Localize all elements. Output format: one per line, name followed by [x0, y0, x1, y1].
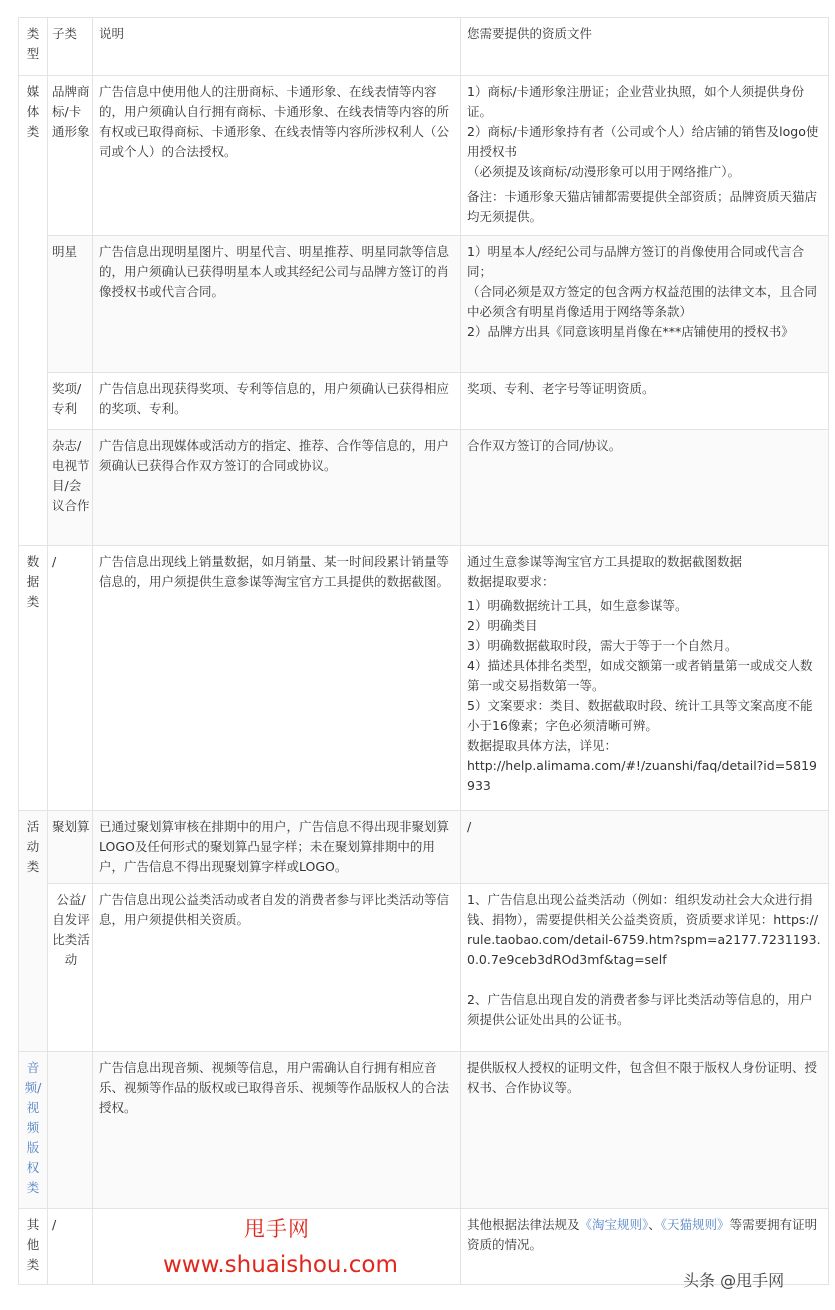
documents-cell [461, 430, 829, 546]
subtype-cell [48, 1052, 93, 1209]
documents-cell [461, 546, 829, 811]
table-row [19, 373, 829, 430]
subtype-cell: 奖项/专利 [48, 373, 93, 430]
doc-text: 等需要拥有证明资质的情况。 [467, 1217, 818, 1252]
description-cell: 广告信息中使用他人的注册商标、卡通形象、在线表情等内容的，用户须确认自行拥有商标、卡通形象、在线表情等内容的所有权或已取得商标、卡通形象、在线表情等内容所涉权利人（公司或个人）的合法授权。 [93, 76, 461, 236]
doc-item: 2）明确类目 [467, 618, 538, 633]
doc-item: 提供版权人授权的证明文件，包含但不限于版权人身份证明、授权书、合作协议等。 [467, 1060, 818, 1095]
doc-link[interactable]: http://help.alimama.com/#!/zuanshi/faq/detail?id=5819933 [467, 758, 817, 793]
table-row [19, 811, 829, 884]
doc-item: 1）商标/卡通形象注册证；企业营业执照，如个人须提供身份证。 [467, 84, 805, 119]
description-cell: 广告信息出现线上销量数据，如月销量、某一时间段累计销量等信息的，用户须提供生意参谋等淘宝官方工具提供的数据截图。 [93, 546, 461, 811]
taobao-rules-link[interactable]: 《淘宝规则》 [579, 1217, 649, 1232]
doc-item: 3）明确数据截取时段，需大于等于一个自然月。 [467, 638, 738, 653]
table-header-row [19, 18, 829, 76]
doc-item: 奖项、专利、老字号等证明资质。 [467, 381, 655, 396]
doc-note: 备注：卡通形象天猫店铺都需要提供全部资质；品牌资质天猫店均无须提供。 [467, 189, 818, 224]
doc-item: 合作双方签订的合同/协议。 [467, 438, 622, 453]
qualification-table [18, 17, 829, 1285]
description-cell: 已通过聚划算审核在排期中的用户，广告信息不得出现非聚划算LOGO及任何形式的聚划算凸显字样；未在聚划算排期中的用户，广告信息不得出现聚划算字样或LOGO。 [93, 811, 461, 884]
table-row [19, 546, 829, 811]
subtype-cell: 明星 [48, 236, 93, 373]
doc-item: 通过生意参谋等淘宝官方工具提取的数据截图数据 [467, 554, 743, 569]
doc-item: 2）品牌方出具《同意该明星肖像在***店铺使用的授权书》 [467, 324, 794, 339]
header-subtype: 子类 [48, 18, 93, 76]
description-cell: 广告信息出现获得奖项、专利等信息的，用户须确认已获得相应的奖项、专利。 [93, 373, 461, 430]
doc-item: 数据提取要求： [467, 574, 555, 589]
subtype-cell: 公益/自发评比类活动 [48, 884, 93, 1052]
documents-cell [461, 373, 829, 430]
description-cell: 广告信息出现音频、视频等信息，用户需确认自行拥有相应音乐、视频等作品的版权或已取得音乐、视频等作品版权人的合法授权。 [93, 1052, 461, 1209]
watermark-name: 甩手网 [244, 1217, 310, 1241]
documents-cell [461, 236, 829, 373]
doc-item: 4）描述具体排名类型，如成交额第一或者销量第一或成交人数第一或交易指数第一等。 [467, 658, 813, 693]
subtype-cell: / [48, 546, 93, 811]
type-cell-link[interactable]: 音频/视频版权类 [19, 1052, 48, 1209]
doc-item: （合同必须是双方签定的包含两方权益范围的法律文本，且合同中必须含有明星肖像适用于网络等条款） [467, 284, 818, 319]
type-cell: 媒体类 [19, 76, 48, 546]
documents-cell [461, 1052, 829, 1209]
doc-item: 1）明星本人/经纪公司与品牌方签订的肖像使用合同或代言合同； [467, 244, 805, 279]
description-cell: 广告信息出现明星图片、明星代言、明星推荐、明星同款等信息的，用户须确认已获得明星本人或其经纪公司与品牌方签订的肖像授权书或代言合同。 [93, 236, 461, 373]
table-row [19, 1052, 829, 1209]
header-documents: 您需要提供的资质文件 [461, 18, 829, 76]
subtype-cell: 杂志/电视节目/会议合作 [48, 430, 93, 546]
doc-item: （必须提及该商标/动漫形象可以用于网络推广）。 [467, 164, 740, 179]
paragraph-gap [467, 970, 823, 990]
type-cell: 数据类 [19, 546, 48, 811]
doc-item: 数据提取具体方法，详见： [467, 738, 618, 753]
documents-cell [461, 811, 829, 884]
description-cell: 广告信息出现媒体或活动方的指定、推荐、合作等信息的，用户须确认已获得合作双方签订的合同或协议。 [93, 430, 461, 546]
tmall-rules-link[interactable]: 《天猫规则》 [660, 1217, 730, 1232]
subtype-cell: 品牌商标/卡通形象 [48, 76, 93, 236]
doc-item: 1、广告信息出现公益类活动（例如：组织发动社会大众进行捐钱、捐物），需要提供相关公益类资质，资质要求详见：https://rule.taobao.com/detail-6759.htm?spm=a2177.7231193.0.0.7e9ceb3dROd3mf&tag=self [467, 892, 821, 967]
doc-item: 1）明确数据统计工具，如生意参谋等。 [467, 598, 688, 613]
table-row [19, 236, 829, 373]
source-credit: 头条 @甩手网 [683, 1271, 785, 1290]
doc-item: 2、广告信息出现自发的消费者参与评比类活动等信息的，用户须提供公证处出具的公证书。 [467, 992, 813, 1027]
doc-text: 其他根据法律法规及 [467, 1217, 580, 1232]
type-cell: 其他类 [19, 1209, 48, 1285]
doc-text: 、 [648, 1217, 661, 1232]
header-type: 类型 [19, 18, 48, 76]
type-cell: 活动类 [19, 811, 48, 1052]
description-cell: 广告信息出现公益类活动或者自发的消费者参与评比类活动等信息，用户须提供相关资质。 [93, 884, 461, 1052]
subtype-cell: / [48, 1209, 93, 1285]
table-row [19, 884, 829, 1052]
subtype-cell: 聚划算 [48, 811, 93, 884]
table-row [19, 76, 829, 236]
doc-item: 2）商标/卡通形象持有者（公司或个人）给店铺的销售及logo使用授权书 [467, 124, 819, 159]
header-description: 说明 [93, 18, 461, 76]
watermark-url: www.shuaishou.com [163, 1252, 398, 1278]
documents-cell [461, 884, 829, 1052]
doc-item: / [467, 819, 472, 834]
table-row [19, 430, 829, 546]
doc-item: 5）文案要求：类目、数据截取时段、统计工具等文案高度不能小于16像素；字色必须清晰可辨。 [467, 698, 813, 733]
documents-cell [461, 76, 829, 236]
